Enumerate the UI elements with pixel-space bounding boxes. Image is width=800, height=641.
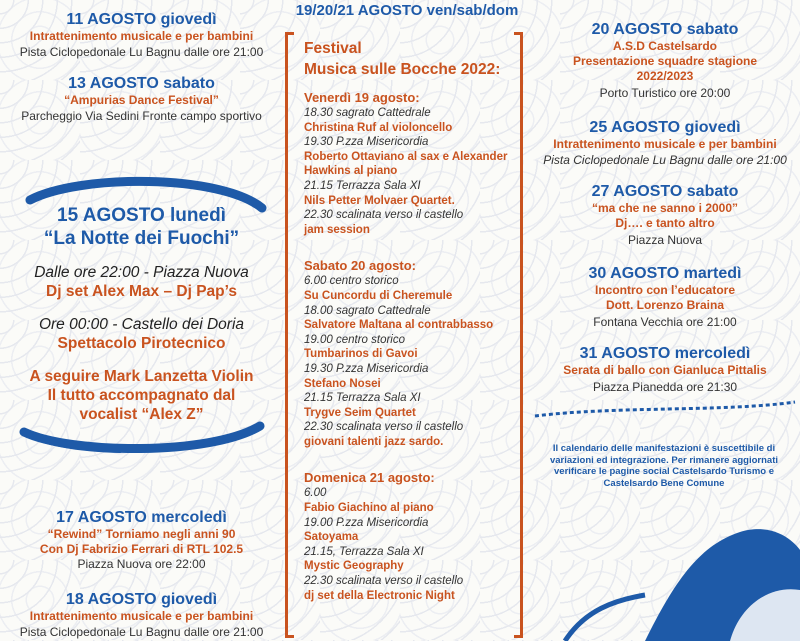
program-performer: Stefano Nosei <box>304 377 381 390</box>
event-title: 25 AGOSTO giovedì <box>589 119 741 136</box>
day-label: Sabato 20 agosto: <box>304 258 416 274</box>
event-title: 20 AGOSTO sabato <box>591 21 739 38</box>
event-line: Presentazione squadre stagione <box>572 54 758 68</box>
notice-line: Castelsardo Bene Comune <box>603 477 725 489</box>
event-line: Con Dj Fabrizio Ferrari di RTL 102.5 <box>39 542 244 556</box>
program-performer: Satoyama <box>304 531 359 544</box>
festival-title: Festival <box>304 40 362 57</box>
event-line: vocalist “Alex Z” <box>79 406 204 423</box>
event-line: Pista Ciclopedonale Lu Bagnu dalle ore 21:00 <box>19 625 264 639</box>
event-20-agosto <box>530 20 800 101</box>
event-title: 18 AGOSTO giovedì <box>65 591 218 608</box>
event-line: Piazza Pianedda ore 21:30 <box>592 380 738 394</box>
event-title: 15 AGOSTO lunedì <box>57 205 226 226</box>
program-performer: jam session <box>304 223 370 236</box>
program-performer: Tumbarinos di Gavoi <box>304 348 418 361</box>
program-performer: dj set della Electronic Night <box>304 589 455 602</box>
event-line: Pista Ciclopedonale Lu Bagnu dalle ore 21:00 <box>19 45 264 59</box>
program-performer: Mystic Geography <box>304 560 404 573</box>
event-line: 2022/2023 <box>636 69 694 83</box>
event-13-agosto <box>0 74 283 124</box>
event-line: A.S.D Castelsardo <box>612 39 718 53</box>
program-time-venue: 6.00 centro storico <box>304 275 399 288</box>
event-line: Il tutto accompagnato dal <box>47 387 236 404</box>
event-title: 27 AGOSTO sabato <box>591 183 739 200</box>
event-line: Spettacolo Pirotecnico <box>57 335 226 352</box>
event-line: Ore 00:00 - Castello dei Doria <box>38 316 245 333</box>
notice-line: Il calendario delle manifestazioni è suscettibile di <box>552 443 776 454</box>
event-15-agosto <box>0 204 283 424</box>
program-time-venue: 18.30 sagrato Cattedrale <box>304 107 431 119</box>
event-title: 17 AGOSTO mercoledì <box>56 509 227 526</box>
program-performer: Fabio Giachino al piano <box>304 502 434 515</box>
festival-program <box>296 30 521 603</box>
event-line: “Rewind” Torniamo negli anni 90 <box>47 527 236 541</box>
event-line: Porto Turistico ore 20:00 <box>599 86 731 100</box>
program-performer: Christina Ruf al violoncello <box>304 121 453 134</box>
blue-wave-decoration <box>525 400 800 641</box>
event-30-agosto <box>530 264 800 330</box>
event-line: Pista Ciclopedonale Lu Bagnu dalle ore 21:00 <box>543 153 787 167</box>
festival-day <box>304 258 521 449</box>
program-time-venue: 19.30 P.zza Misericordia <box>304 362 429 375</box>
program-time-venue: 22.30 scalinata verso il castello <box>304 575 464 588</box>
event-31-agosto <box>530 344 800 395</box>
day-label: Domenica 21 agosto: <box>304 470 435 486</box>
event-line: Dott. Lorenzo Braina <box>605 298 724 312</box>
left-column <box>0 0 283 641</box>
event-line: Piazza Nuova <box>627 233 703 247</box>
festival-title: Musica sulle Bocche 2022: <box>304 61 501 78</box>
event-line: “ma che ne sanno i 2000” <box>591 201 739 215</box>
program-performer: Salvatore Maltana al contrabbasso <box>304 319 494 332</box>
event-title: 31 AGOSTO mercoledì <box>579 345 751 362</box>
event-17-agosto <box>0 508 283 572</box>
event-11-agosto <box>0 10 283 60</box>
event-line: Serata di ballo con Gianluca Pittalis <box>563 363 767 377</box>
event-27-agosto <box>530 182 800 248</box>
event-line: Incontro con l’educatore <box>594 283 735 297</box>
event-25-agosto <box>530 118 800 168</box>
festival-day <box>304 470 521 603</box>
event-line: Dj set Alex Max – Dj Pap’s <box>46 283 237 300</box>
program-time-venue: 21.15, Terrazza Sala XI <box>304 545 424 558</box>
program-time-venue: 22.30 scalinata verso il castello <box>304 421 464 434</box>
event-line: Fontana Vecchia ore 21:00 <box>593 315 737 329</box>
event-line: Intrattenimento musicale e per bambini <box>29 29 254 43</box>
program-performer: Roberto Ottaviano al sax e Alexander <box>304 150 508 163</box>
event-title: 13 AGOSTO sabato <box>68 75 215 92</box>
program-time-venue: 19.00 P.zza Misericordia <box>304 516 429 529</box>
event-title: 30 AGOSTO martedì <box>588 265 742 282</box>
bracket-left <box>285 32 294 638</box>
calendar-notice <box>528 443 800 489</box>
notice-line: variazioni ed integrazione. Per rimanere aggiornati <box>549 454 779 466</box>
event-subtitle: “La Notte dei Fuochi” <box>43 228 240 249</box>
event-line: Parcheggio Via Sedini Fronte campo sportivo <box>21 109 262 123</box>
program-performer: Nils Petter Molvaer Quartet. <box>304 194 455 207</box>
event-line: A seguire Mark Lanzetta Violin <box>29 368 254 385</box>
event-title: 11 AGOSTO giovedì <box>66 11 217 28</box>
program-time-venue: 18.00 sagrato Cattedrale <box>304 304 431 317</box>
event-line: Dalle ore 22:00 - Piazza Nuova <box>34 264 249 281</box>
event-line: Intrattenimento musicale e per bambini <box>29 609 254 623</box>
event-line: Dj…. e tanto altro <box>615 216 715 230</box>
program-time-venue: 6.00 <box>304 487 327 500</box>
program-performer: giovani talenti jazz sardo. <box>304 435 444 448</box>
event-line: “Ampurias Dance Festival” <box>64 93 219 107</box>
program-performer: Su Cuncordu di Cheremule <box>304 289 453 302</box>
program-time-venue: 19.30 P.zza Misericordia <box>304 136 429 149</box>
event-18-agosto <box>0 590 283 640</box>
program-performer: Trygve Seim Quartet <box>304 406 416 419</box>
event-line: Piazza Nuova ore 22:00 <box>77 557 206 571</box>
program-performer: Hawkins al piano <box>304 165 398 178</box>
program-time-venue: 21.15 Terrazza Sala XI <box>304 179 421 192</box>
day-label: Venerdì 19 agosto: <box>304 90 420 105</box>
top-date-header: 19/20/21 AGOSTO ven/sab/dom <box>295 2 519 19</box>
festival-day <box>304 90 521 237</box>
event-line: Intrattenimento musicale e per bambini <box>553 137 777 151</box>
program-time-venue: 21.15 Terrazza Sala XI <box>304 392 421 405</box>
notice-line: verificare le pagine social Castelsardo Turismo e <box>554 466 774 477</box>
program-time-venue: 22.30 scalinata verso il castello <box>304 209 464 222</box>
program-time-venue: 19.00 centro storico <box>304 333 406 346</box>
